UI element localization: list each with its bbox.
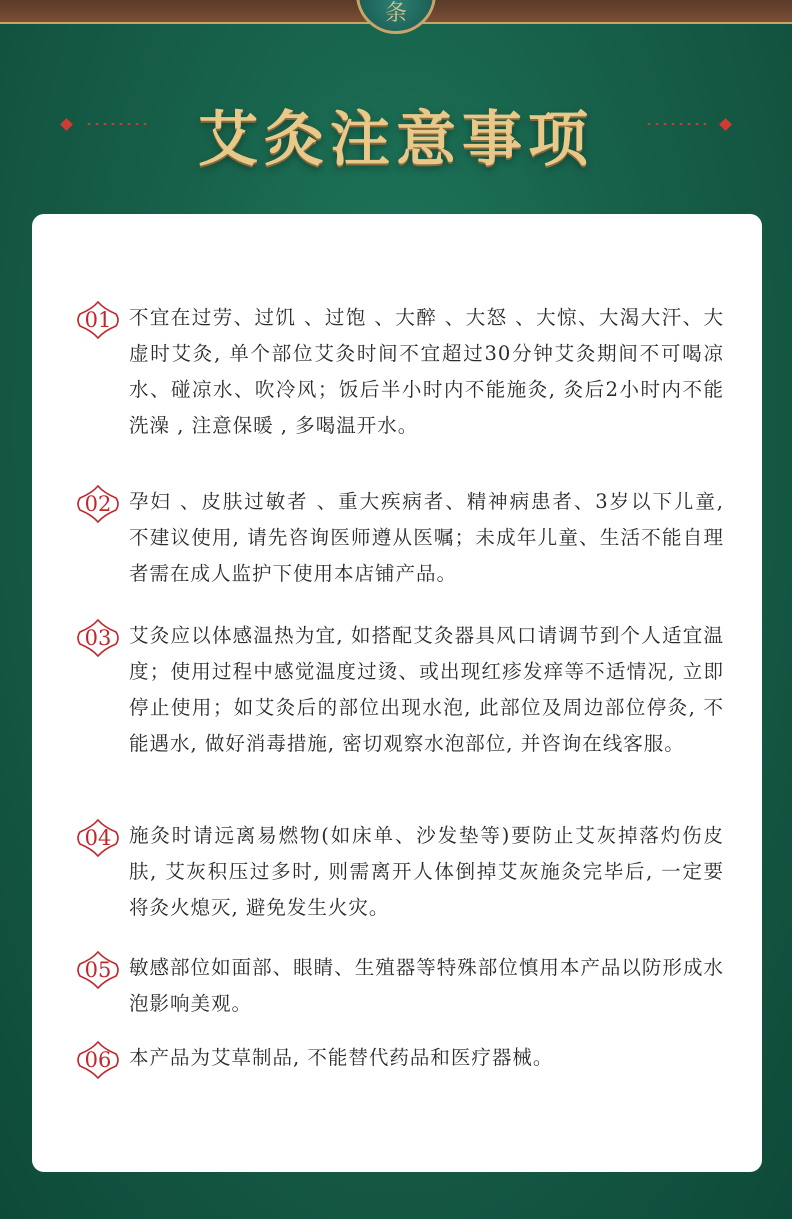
number-badge (76, 950, 120, 990)
number-badge (76, 818, 120, 858)
number-badge (76, 300, 120, 340)
notice-text: 艾灸应以体感温热为宜, 如搭配艾灸器具风口请调节到个人适宜温度；使用过程中感觉温度过烫、或出现红疹发痒等不适情况, 立即停止使用；如艾灸后的部位出现水泡, 此部位及周边部位停灸, 不能遇水, 做好消毒措施, 密切观察水泡部位, 并咨询在线客服。 (129, 624, 724, 755)
top-medallion (356, 0, 436, 34)
title-ornament-right (631, 116, 730, 132)
badge-number: 02 (84, 492, 112, 516)
number-badge (76, 618, 120, 658)
medallion-char: 条 (384, 1, 407, 26)
notice-text: 敏感部位如面部、眼睛、生殖器等特殊部位慎用本产品以防形成水泡影响美观。 (129, 956, 724, 1015)
number-badge (76, 1040, 120, 1080)
badge-number: 05 (84, 958, 112, 982)
badge-number: 04 (84, 826, 112, 850)
notice-text: 施灸时请远离易燃物(如床单、沙发垫等)要防止艾灰掉落灼伤皮肤, 艾灰积压过多时, 则需离开人体倒掉艾灰施灸完毕后, 一定要将灸火熄灭, 避免发生火灾。 (129, 824, 724, 919)
notice-text: 不宜在过劳、过饥 、过饱 、大醉 、大怒 、大惊、大渴大汗、大虚时艾灸, 单个部位艾灸时间不宜超过30分钟艾灸期间不可喝凉水、碰凉水、吹冷风；饭后半小时内不能施灸, 灸后2小时内不能洗澡 , 注意保暖 , 多喝温开水。 (129, 306, 724, 437)
dotted-line (645, 123, 707, 125)
badge-number: 06 (84, 1048, 112, 1072)
notice-card (32, 214, 762, 1172)
notice-text: 本产品为艾草制品, 不能替代药品和医疗器械。 (129, 1046, 554, 1069)
badge-number: 03 (84, 626, 112, 650)
number-badge (76, 484, 120, 524)
page-title: 艾灸注意事项 (198, 105, 594, 175)
notice-text: 孕妇 、皮肤过敏者 、重大疾病者、精神病患者、3岁以下儿童, 不建议使用, 请先咨询医师遵从医嘱；未成年儿童、生活不能自理者需在成人监护下使用本店铺产品。 (129, 490, 724, 585)
diamond-icon (719, 118, 732, 131)
badge-number: 01 (84, 308, 112, 332)
